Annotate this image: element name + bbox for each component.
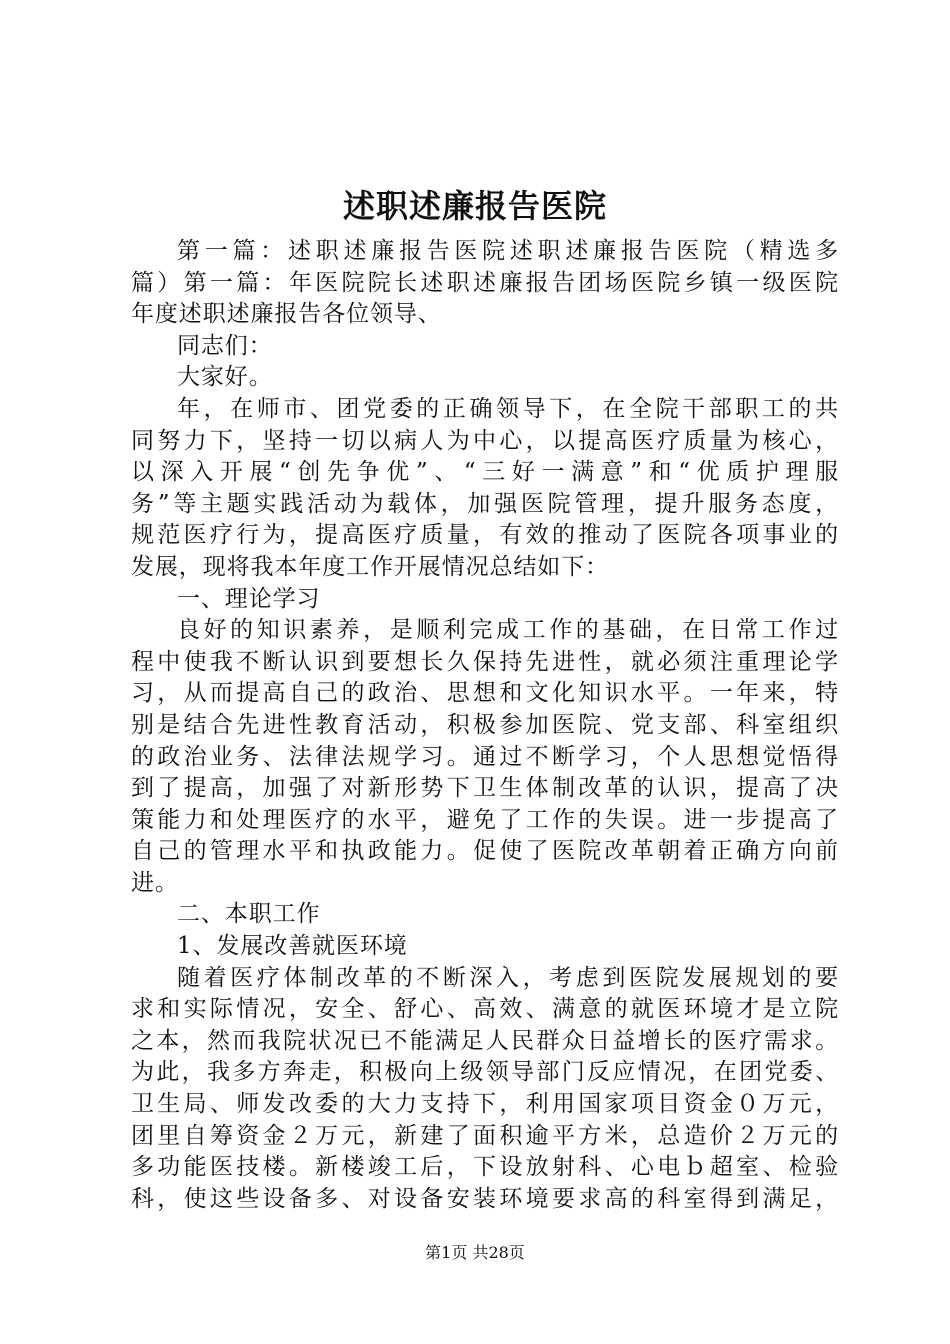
body-line: 同努力下，坚持一切以病人为中心，以提高医疗质量为核心， [131, 427, 839, 454]
section-heading: 一、理论学习 [177, 585, 321, 612]
page-footer: 第1页 共28页 [425, 1243, 525, 1262]
body-line: 团里自筹资金２万元，新建了面积逾平方米，总造价２万元的 [131, 1122, 839, 1149]
body-line: 策能力和处理医疗的水平，避免了工作的失误。进一步提高了 [131, 806, 839, 833]
body-line: 别是结合先进性教育活动，积极参加医院、党支部、科室组织 [131, 711, 839, 738]
body-line: 规范医疗行为，提高医疗质量，有效的推动了医院各项事业的 [131, 522, 839, 549]
body-line: 第一篇：述职述廉报告医院述职述廉报告医院（精选多 [177, 238, 839, 264]
body-line: 到了提高，加强了对新形势下卫生体制改革的认识，提高了决 [131, 775, 839, 802]
body-line: 之本，然而我院状况已不能满足人民群众日益增长的医疗需求。 [131, 1027, 839, 1054]
body-line: 篇）第一篇：年医院院长述职述廉报告团场医院乡镇一级医院 [131, 269, 839, 296]
body-line: 随着医疗体制改革的不断深入，考虑到医院发展规划的要 [177, 964, 839, 991]
body-line: 卫生局、师发改委的大力支持下，利用国家项目资金０万元， [131, 1091, 839, 1118]
body-line: 大家好。 [177, 364, 273, 391]
section-heading: 二、本职工作 [177, 901, 321, 928]
body-line: 年，在师市、团党委的正确领导下，在全院干部职工的共 [177, 395, 839, 422]
body-line: 同志们： [177, 332, 273, 359]
body-line: 程中使我不断认识到要想长久保持先进性，就必须注重理论学 [131, 648, 839, 675]
body-line: 求和实际情况，安全、舒心、高效、满意的就医环境才是立院 [131, 996, 839, 1023]
body-line: 进。 [131, 869, 179, 896]
subsection-heading: 1、发展改善就医环境 [177, 933, 408, 960]
document-body [131, 236, 839, 1215]
body-line: 习，从而提高自己的政治、思想和文化知识水平。一年来，特 [131, 680, 839, 707]
body-line: 务”等主题实践活动为载体，加强医院管理，提升服务态度， [131, 490, 839, 517]
body-line: 科，使这些设备多、对设备安装环境要求高的科室得到满足， [131, 1185, 839, 1212]
body-line: 良好的知识素养，是顺利完成工作的基础，在日常工作过 [177, 617, 839, 644]
body-line: 以深入开展“创先争优”、“三好一满意”和“优质护理服 [131, 459, 839, 486]
body-line: 自己的管理水平和执政能力。促使了医院改革朝着正确方向前 [131, 838, 839, 865]
body-line: 年度述职述廉报告各位领导、 [131, 301, 442, 328]
document-title: 述职述廉报告医院 [342, 187, 607, 225]
body-line: 发展，现将我本年度工作开展情况总结如下： [131, 553, 609, 580]
body-line: 为此，我多方奔走，积极向上级领导部门反应情况，在团党委、 [131, 1059, 839, 1086]
body-line: 的政治业务、法律法规学习。通过不断学习，个人思想觉悟得 [131, 743, 839, 770]
body-line: 多功能医技楼。新楼竣工后，下设放射科、心电ｂ超室、检验 [131, 1154, 839, 1181]
